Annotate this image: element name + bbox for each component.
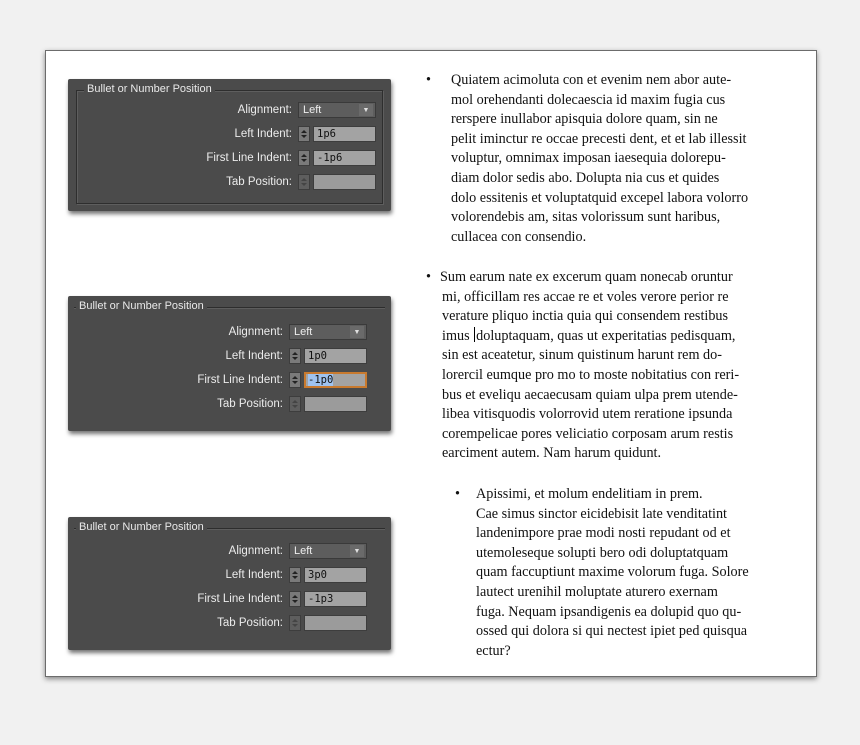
text-line: mol orehendanti dolecaescia id maxim fugia cus — [451, 91, 726, 108]
text-line: Quiatem acimoluta con et evenim nem abor aute- — [451, 72, 732, 88]
first-line-indent-field[interactable] — [304, 372, 367, 388]
left-indent-spinner-icon[interactable] — [289, 348, 301, 364]
left-indent-label: Left Indent: — [234, 128, 292, 140]
first-line-indent-spinner-icon[interactable] — [289, 591, 301, 607]
text-line: Cae simus sinctor eicidebisit late venditatint — [476, 505, 727, 522]
text-line: utemoleseque solupti bero odi doluptatquam — [476, 544, 729, 561]
first-line-indent-field[interactable]: -1p6 — [313, 150, 376, 166]
text-line: cullacea con consendio. — [451, 228, 587, 245]
text-line: Apissimi, et molum endelitiam in prem. — [476, 486, 703, 502]
text-line: libea vitisquodis volorrovid utem reratione ipsunda — [442, 406, 733, 423]
bullet-marker: • — [426, 72, 431, 88]
text-line: ossed qui dolora si qui nectest ipiet ped quisqua — [476, 623, 748, 640]
text-cursor — [474, 327, 475, 342]
panel-title: Bullet or Number Position — [84, 83, 215, 95]
tab-position-label: Tab Position: — [217, 617, 283, 629]
text-segment: imus — [442, 327, 474, 344]
text-line: ectur? — [476, 642, 511, 659]
bullet-position-panel-3 — [68, 517, 391, 650]
paragraph-text — [476, 485, 749, 661]
text-line: sin est aceatetur, sinum quistinum harunt rem do- — [442, 347, 722, 364]
first-line-indent-spinner-icon[interactable] — [298, 150, 310, 166]
first-line-indent-label: First Line Indent: — [197, 374, 283, 386]
alignment-value: Left — [294, 326, 313, 338]
tab-position-spinner-icon — [298, 174, 310, 190]
text-line[interactable] — [442, 327, 739, 347]
paragraph-text — [442, 288, 739, 464]
left-indent-label: Left Indent: — [225, 350, 283, 362]
bullet-marker: • — [455, 486, 460, 502]
text-line: landenimpore prae modi nosti repudant od et — [476, 525, 731, 542]
left-indent-field[interactable]: 3p0 — [304, 567, 367, 583]
tab-position-field — [304, 396, 367, 412]
text-line: mi, officillam res accae re et voles verore perior re — [442, 288, 729, 305]
first-line-indent-label: First Line Indent: — [206, 152, 292, 164]
text-line: volorendebis am, sitas volorissum sunt haribus, — [451, 209, 721, 226]
dropdown-arrow-icon[interactable]: ▼ — [359, 104, 373, 116]
first-line-indent-label: First Line Indent: — [197, 593, 283, 605]
document-page — [45, 50, 817, 677]
text-line: lorercil eumque pro mo to moste nobitatius con reri- — [442, 366, 740, 383]
first-line-indent-field[interactable]: -1p3 — [304, 591, 367, 607]
text-line: bus et eveliqu aecaecusam quiam ulpa prem utende- — [442, 386, 738, 403]
text-line: dolo essitenis et voluptatquid excepel labora volorro — [451, 189, 749, 206]
text-line: corempelicae pores veliciatio corposam arum restis — [442, 425, 734, 442]
selected-text: -1p0 — [308, 374, 334, 386]
panel-title: Bullet or Number Position — [76, 521, 207, 533]
bullet-position-panel-2 — [68, 296, 391, 431]
text-line: fuga. Nequam ipsandigenis ea dolupid quo qu- — [476, 603, 742, 620]
text-line: quam faccuptiunt maxime volorum fuga. Solore — [476, 564, 749, 581]
left-indent-field[interactable]: 1p6 — [313, 126, 376, 142]
dropdown-arrow-icon[interactable]: ▼ — [350, 545, 364, 557]
bullet-marker: • — [426, 269, 431, 285]
alignment-dropdown[interactable] — [298, 102, 376, 118]
text-line: lautect urenihil moluptate aturero exernam — [476, 583, 718, 600]
tab-position-label: Tab Position: — [217, 398, 283, 410]
first-line-indent-spinner-icon[interactable] — [289, 372, 301, 388]
alignment-label: Alignment: — [228, 326, 283, 338]
tab-position-label: Tab Position: — [226, 176, 292, 188]
text-line-content: Sum earum nate ex excerum quam nonecab oruntur — [439, 269, 733, 285]
alignment-value: Left — [294, 545, 313, 557]
text-line: pelit iminctur re occae precesti dent, et et lab illessit — [451, 130, 747, 147]
alignment-value: Left — [303, 104, 322, 116]
panel-title: Bullet or Number Position — [76, 300, 207, 312]
left-indent-field[interactable]: 1p0 — [304, 348, 367, 364]
bullet-paragraph-3 — [455, 485, 749, 661]
dropdown-arrow-icon[interactable]: ▼ — [350, 326, 364, 338]
text-segment: doluptaquam, quas ut experitatias pedisquam, — [476, 327, 736, 344]
alignment-label: Alignment: — [237, 104, 292, 116]
tab-position-spinner-icon — [289, 396, 301, 412]
tab-position-spinner-icon — [289, 615, 301, 631]
bullet-paragraph-2 — [426, 268, 739, 464]
text-line: earciment autem. Nam harum quidunt. — [442, 445, 662, 462]
alignment-dropdown[interactable] — [289, 543, 367, 559]
text-line — [426, 268, 739, 288]
bullet-paragraph-1 — [426, 71, 748, 247]
text-line: verature pliquo inctia quia qui consendem restibus — [442, 308, 729, 325]
paragraph-text — [451, 71, 748, 247]
text-line: rerspere inullabor apisquia dolore quam, sin ne — [451, 111, 718, 128]
tab-position-field — [304, 615, 367, 631]
text-line: diam dolor sedis abo. Dolupta nia cus et quides — [451, 169, 720, 186]
left-indent-spinner-icon[interactable] — [298, 126, 310, 142]
text-line: voluptur, omnimax imposan iaesequia dolorepu- — [451, 150, 726, 167]
alignment-dropdown[interactable] — [289, 324, 367, 340]
tab-position-field — [313, 174, 376, 190]
left-indent-spinner-icon[interactable] — [289, 567, 301, 583]
alignment-label: Alignment: — [228, 545, 283, 557]
bullet-position-panel-1 — [68, 79, 391, 211]
left-indent-label: Left Indent: — [225, 569, 283, 581]
